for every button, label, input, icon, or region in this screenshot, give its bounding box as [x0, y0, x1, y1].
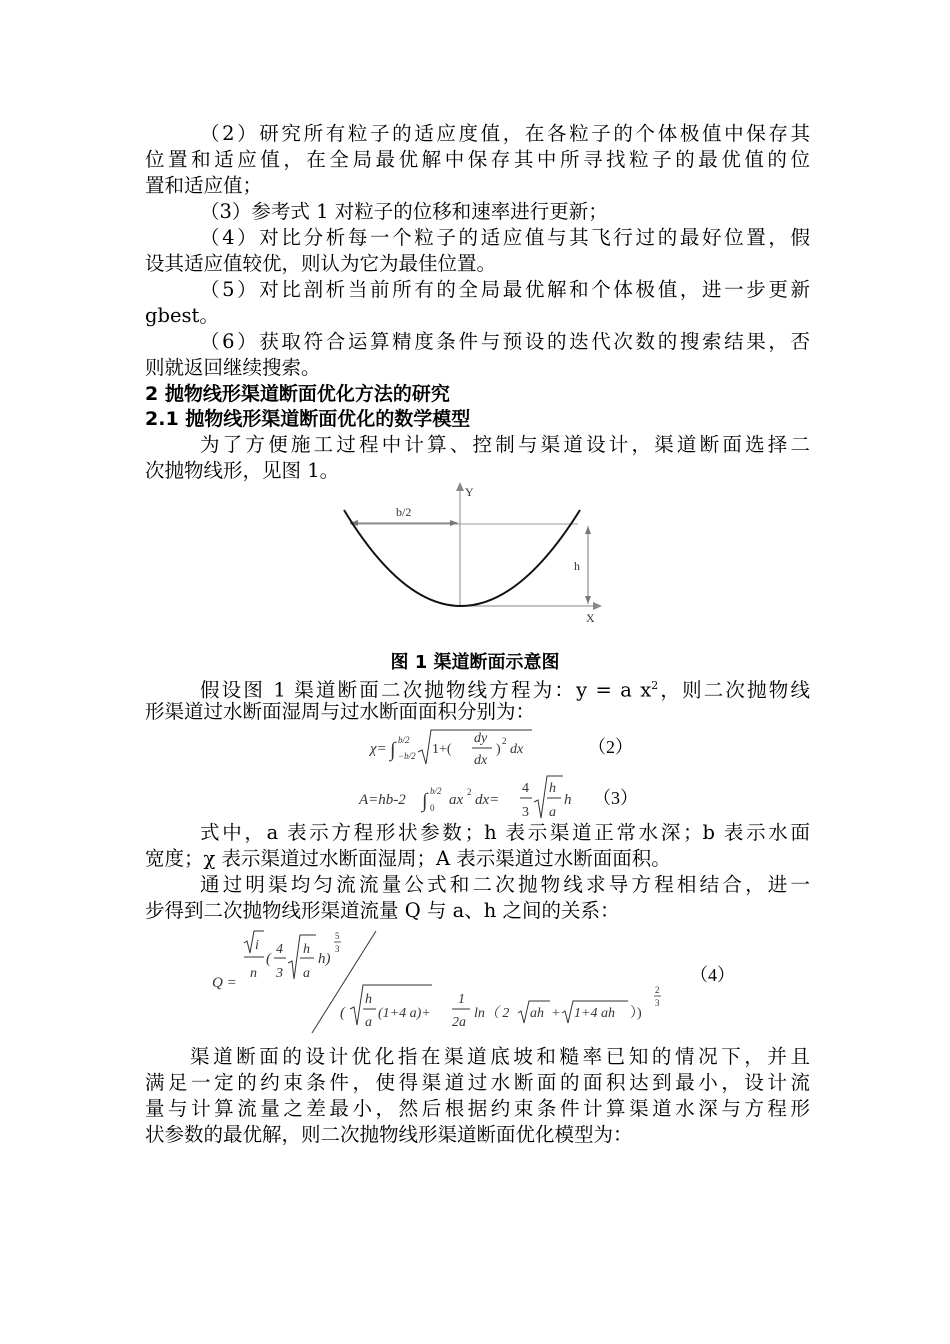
half-width-label: b/2 [396, 505, 412, 519]
eq3-upper-limit: b/2 [430, 786, 442, 796]
channel-section-figure [330, 478, 620, 626]
eq4-sqrt-i [244, 931, 264, 953]
eq4-4: 4 [276, 942, 283, 957]
eq4-den-ah: ah [530, 1006, 544, 1021]
paragraph-step5-line1: （5）对比剖析当前所有的全局最优解和个体极值，进一步更新 [200, 278, 810, 301]
paragraph-step4-line1: （4）对比分析每一个粒子的适应值与其飞行过的最好位置，假 [200, 226, 810, 249]
eq4-pow-den: 3 [335, 944, 340, 954]
eq2-dx: dx [474, 753, 488, 768]
eq4-number: （4） [690, 965, 735, 985]
eq4-i: i [255, 938, 259, 953]
depth-arrow-top [585, 526, 591, 534]
paragraph-assume-text-a: 假设图 1 渠道断面二次抛物线方程为：y = a x [200, 678, 652, 702]
paragraph-where-line2: 宽度；χ 表示渠道过水断面湿周；A 表示渠道过水断面面积。 [145, 847, 671, 870]
paragraph-step6-line2: 则就返回继续搜索。 [145, 356, 321, 379]
equation-2 [360, 726, 660, 770]
paragraph-step6-line1: （6）获取符合运算精度条件与预设的迭代次数的搜索结果，否 [200, 330, 810, 353]
eq3-den: 3 [522, 805, 529, 820]
equation-4 [200, 925, 760, 1037]
figure-caption: 图 1 渠道断面示意图 [390, 652, 560, 673]
eq4-den-ln: ln（ 2 [474, 1006, 510, 1021]
y-axis-label: Y [465, 485, 474, 499]
paragraph-where-line1: 式中，a 表示方程形状参数；h 表示渠道正常水深；b 表示水面 [200, 821, 810, 844]
eq4-h: h [303, 942, 310, 957]
x-axis-arrow [593, 602, 602, 610]
eq2-lower-limit: −b/2 [398, 751, 416, 761]
eq3-pow: 2 [467, 787, 472, 797]
eq4-den-term1: (1+4 a)+ [378, 1006, 431, 1021]
eq4-a: a [303, 966, 310, 981]
paragraph-optimize-line2: 满足一定的约束条件，使得渠道过水断面的面积达到最小，设计流 [145, 1071, 810, 1094]
paragraph-optimize-line1: 渠道断面的设计优化指在渠道底坡和糙率已知的情况下，并且 [190, 1045, 810, 1068]
section-heading-2: 2 抛物线形渠道断面优化方法的研究 [145, 383, 450, 405]
eq3-a: a [549, 805, 556, 820]
eq4-den-a: a [365, 1015, 372, 1030]
eq4-den-frac-num: 1 [458, 992, 465, 1007]
eq3-integral-sign: ∫ [422, 790, 428, 812]
paragraph-flow-line2: 步得到二次抛物线形渠道流量 Q 与 a、h 之间的关系： [145, 899, 620, 922]
paragraph-step4-line2: 设其适应值较优，则认为它为最佳位置。 [145, 252, 497, 275]
eq3-number: （3） [593, 788, 638, 808]
depth-label: h [574, 559, 580, 573]
eq3-lower-limit: 0 [430, 803, 435, 813]
paragraph-step2-line1: （2）研究所有粒子的适应度值，在各粒子的个体极值中保存其 [200, 122, 810, 145]
eq4-pow-num: 5 [335, 931, 340, 941]
eq3-h: h [549, 781, 556, 796]
paragraph-assume-line2: 形渠道过水断面湿周与过水断面面积分别为： [145, 700, 536, 723]
eq2-close: ) [496, 742, 501, 757]
paragraph-assume-text-b: ，则二次抛物线 [658, 678, 810, 702]
y-axis-arrow [456, 482, 464, 491]
half-width-arrow-right [450, 520, 458, 526]
paragraph-flow-line1: 通过明渠均匀流流量公式和二次抛物线求导方程相结合，进一 [200, 873, 810, 896]
equation-3 [355, 772, 655, 822]
eq4-hclose: h) [318, 951, 331, 967]
paragraph-step2-line2: 位置和适应值，在全局最优解中保存其中所寻找粒子的最优值的位 [145, 148, 810, 171]
eq4-3: 3 [276, 966, 283, 981]
eq4-n: n [250, 966, 257, 981]
eq2-pow: 2 [502, 736, 507, 746]
paragraph-intro-line2: 次抛物线形，见图 1。 [145, 459, 340, 482]
eq4-den-pow-den: 3 [655, 998, 660, 1008]
eq2-body: 1+( [432, 742, 452, 757]
eq4-den-pow-num: 2 [655, 985, 660, 995]
eq4-den-open: ( [340, 1005, 345, 1021]
eq4-den-h: h [365, 992, 372, 1007]
eq3-integrand: ax [449, 792, 464, 808]
eq4-den-inner: 1+4 ah [574, 1006, 615, 1021]
eq4-sqrt-ha [288, 935, 316, 979]
eq3-lhs: A=hb-2 [359, 792, 406, 808]
paragraph-optimize-line4: 状参数的最优解，则二次抛物线形渠道断面优化模型为： [145, 1123, 633, 1146]
eq4-Q: Q = [212, 975, 237, 991]
eq2-end: dx [510, 742, 524, 757]
paragraph-step2-line3: 置和适应值； [145, 174, 263, 197]
paragraph-intro-line1: 为了方便施工过程中计算、控制与渠道设计，渠道断面选择二 [200, 433, 810, 456]
eq3-dx: dx= [475, 792, 500, 808]
paragraph-optimize-line3: 量与计算流量之差最小，然后根据约束条件计算渠道水深与方程形 [145, 1097, 810, 1120]
eq4-open: ( [266, 951, 271, 967]
section-heading-2-1: 2.1 抛物线形渠道断面优化的数学模型 [145, 408, 471, 430]
eq2-number: （2） [588, 737, 633, 757]
eq4-den-close: ）) [630, 1006, 642, 1021]
eq3-num: 4 [522, 781, 529, 796]
depth-arrow-bottom [585, 596, 591, 604]
eq4-den-frac-den: 2a [452, 1015, 466, 1030]
eq2-dy: dy [474, 731, 488, 746]
paragraph-assume-sup: 2 [651, 679, 659, 692]
eq3-end: h [564, 792, 572, 808]
x-axis-label: X [586, 611, 595, 625]
eq4-den-plus: + [552, 1006, 560, 1021]
eq2-upper-limit: b/2 [398, 735, 410, 745]
paragraph-step3-line1: （3）参考式 1 对粒子的位移和速率进行更新； [200, 200, 608, 223]
eq2-integral-sign: ∫ [390, 739, 396, 761]
eq2-lhs: χ= [370, 741, 387, 757]
paragraph-step5-line2: gbest。 [145, 304, 219, 327]
